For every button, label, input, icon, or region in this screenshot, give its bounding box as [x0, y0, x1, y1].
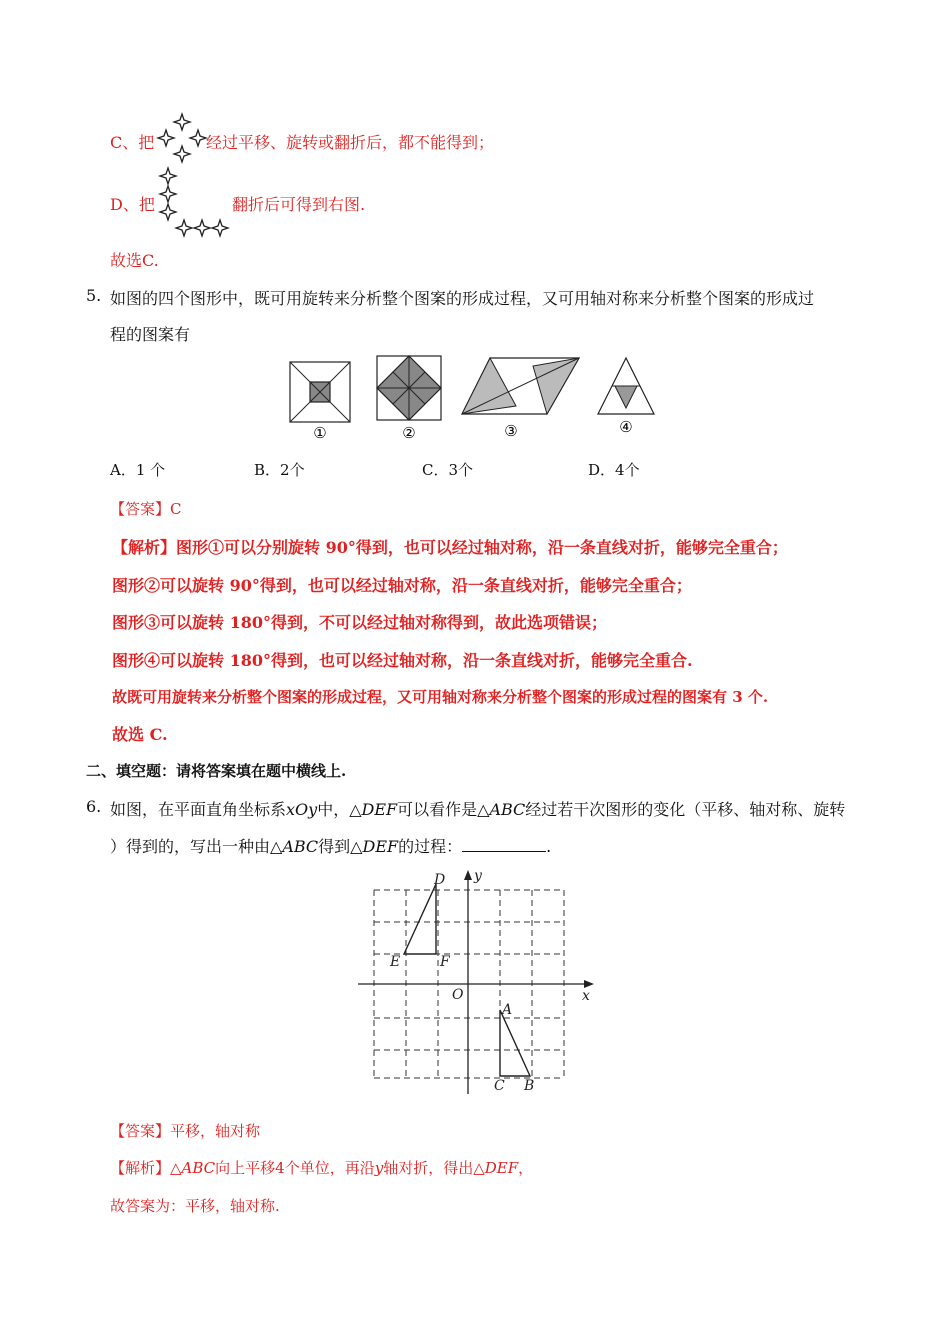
q5-stem-line2: 程的图案有 — [110, 325, 191, 344]
figure-3-label: ③ — [504, 422, 518, 440]
q6-line1: 如图，在平面直角坐标系xOy中，△DEF可以看作是△ABC经过若干次图形的变化（平移、轴对称、旋转 — [110, 800, 846, 819]
star-pattern-c — [152, 112, 212, 164]
q6-coordinate-graph — [350, 868, 600, 1098]
label-o: O — [452, 987, 464, 1003]
q5-option-a: A．1 个 — [110, 461, 166, 479]
option-d-suffix: 翻折后可得到右图. — [232, 195, 366, 214]
q5-option-d: D．4个 — [588, 461, 640, 479]
q5-figures — [280, 352, 660, 444]
option-c-suffix: 经过平移、旋转或翻折后，都不能得到； — [206, 133, 495, 152]
q4-conclusion: 故选C. — [110, 251, 159, 270]
q5-analysis-4: 图形④可以旋转 180°得到，也可以经过轴对称，沿一条直线对折，能够完全重合. — [112, 651, 693, 670]
q5-analysis-3: 图形③可以旋转 180°得到，不可以经过轴对称得到，故此选项错误； — [112, 613, 607, 632]
label-c: C — [494, 1078, 505, 1094]
q6-analysis: 【解析】△ABC向上平移4个单位，再沿y轴对折，得出△DEF， — [110, 1159, 534, 1177]
figure-1 — [290, 362, 350, 422]
q6-line2: ）得到的，写出一种由△ABC得到△DEF的过程： . — [110, 837, 552, 856]
label-x-axis: x — [582, 988, 590, 1004]
option-d-prefix: D、把 — [110, 195, 155, 214]
label-b: B — [524, 1078, 535, 1094]
label-f: F — [440, 954, 450, 970]
label-y-axis: y — [474, 868, 482, 884]
label-e: E — [390, 954, 401, 970]
figure-4-label: ④ — [619, 418, 633, 436]
q5-option-b: B．2个 — [254, 461, 305, 479]
option-c-line — [110, 130, 154, 153]
label-a: A — [502, 1002, 513, 1018]
figure-3 — [462, 358, 579, 414]
figure-2 — [377, 356, 441, 420]
q6-number: 6. — [86, 797, 102, 816]
q5-number: 5. — [86, 286, 102, 305]
star-pattern-d — [152, 166, 236, 244]
answer-blank — [462, 837, 546, 852]
figure-4 — [598, 358, 654, 414]
q5-answer: 【答案】C — [110, 500, 182, 518]
option-c-prefix: C、把 — [110, 133, 155, 152]
q5-option-c: C．3个 — [422, 461, 474, 479]
section-2-title: 二、填空题：请将答案填在题中横线上. — [86, 762, 347, 780]
figure-2-label: ② — [402, 424, 416, 442]
q5-analysis-1: 【解析】图形①可以分别旋转 90°得到，也可以经过轴对称，沿一条直线对折，能够完全重合； — [112, 538, 788, 557]
q5-analysis-5: 故既可用旋转来分析整个图案的形成过程，又可用轴对称来分析整个图案的形成过程的图案有 3 个. — [112, 688, 769, 706]
q6-answer: 【答案】平移，轴对称 — [110, 1122, 261, 1140]
q6-conclusion: 故答案为：平移，轴对称. — [110, 1197, 280, 1215]
q5-analysis-6: 故选 C. — [112, 725, 168, 744]
q5-stem-line1: 如图的四个图形中，既可用旋转来分析整个图案的形成过程，又可用轴对称来分析整个图案的形成过 — [110, 289, 815, 308]
q5-analysis-2: 图形②可以旋转 90°得到，也可以经过轴对称，沿一条直线对折，能够完全重合； — [112, 576, 692, 595]
figure-1-label: ① — [313, 424, 327, 442]
label-d: D — [434, 872, 446, 888]
